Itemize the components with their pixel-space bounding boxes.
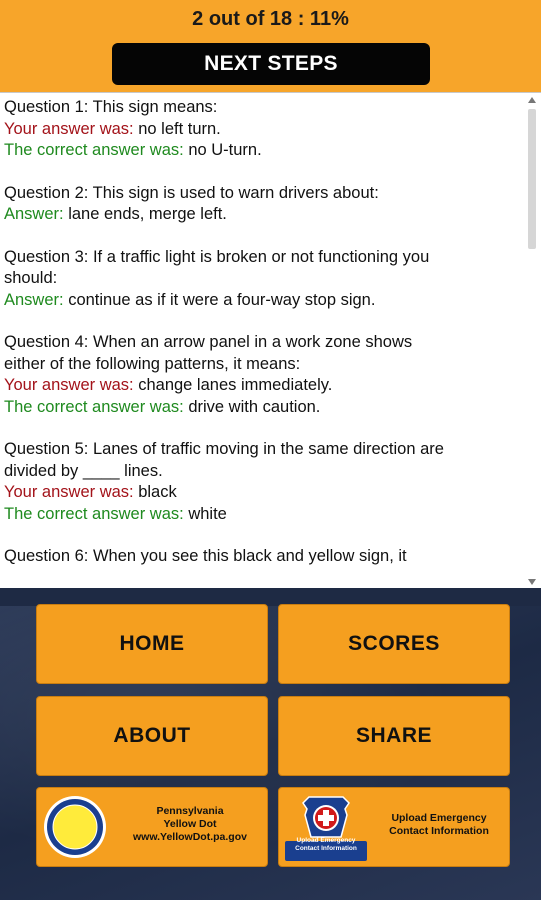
- home-button[interactable]: HOME: [36, 604, 268, 684]
- correct-answer-line: [4, 397, 519, 419]
- yellow-dot-url: www.YellowDot.pa.gov: [133, 831, 247, 843]
- question-text-cont: should:: [4, 269, 58, 287]
- question-text: Question 1: This sign means:: [4, 98, 218, 116]
- correct-answer-label: The correct answer was:: [4, 141, 184, 159]
- upload-line2: Contact Information: [389, 825, 489, 837]
- keystone-cross-icon: [283, 793, 369, 863]
- upload-text: [371, 812, 507, 838]
- question-text: Question 2: This sign is used to warn drivers about:: [4, 183, 379, 202]
- scores-button[interactable]: SCORES: [278, 604, 510, 684]
- upload-line1: Upload Emergency: [391, 812, 487, 824]
- question-item: [4, 439, 519, 525]
- upload-caption-line1: Upload Emergency: [296, 837, 356, 844]
- your-answer-value: change lanes immediately.: [138, 376, 333, 394]
- question-text: Question 3: If a traffic light is broken or not functioning you: [4, 247, 430, 266]
- yellow-dot-line1: Pennsylvania: [156, 805, 224, 817]
- your-answer-label: Your answer was:: [4, 119, 134, 138]
- correct-answer-value: no U-turn.: [188, 141, 262, 159]
- answer-value: continue as if it were a four-way stop sign.: [68, 290, 376, 309]
- your-answer-label: Your answer was:: [4, 483, 134, 501]
- answer-line: [4, 290, 519, 312]
- next-steps-button[interactable]: NEXT STEPS: [112, 43, 430, 85]
- correct-answer-label: The correct answer was:: [4, 397, 184, 416]
- your-answer-value: no left turn.: [138, 119, 221, 138]
- upload-logo-caption: [281, 837, 371, 852]
- yellow-dot-line2: Yellow Dot: [163, 818, 217, 830]
- question-text-cont: either of the following patterns, it means:: [4, 354, 301, 373]
- question-item: [4, 332, 519, 418]
- yellow-dot-text: [115, 805, 265, 844]
- answer-value: lane ends, merge left.: [68, 205, 227, 223]
- answer-line: [4, 204, 519, 226]
- correct-answer-line: [4, 140, 519, 162]
- yellow-dot-logo-icon: [43, 795, 107, 859]
- question-item: [4, 183, 519, 226]
- scroll-down-icon[interactable]: [528, 579, 536, 585]
- correct-answer-value: drive with caution.: [188, 397, 321, 416]
- question-text-cont: divided by ____ lines.: [4, 461, 163, 480]
- share-button[interactable]: SHARE: [278, 696, 510, 776]
- question-item: [4, 546, 519, 568]
- about-button[interactable]: ABOUT: [36, 696, 268, 776]
- yellow-dot-banner[interactable]: [36, 787, 268, 867]
- upload-caption-line2: Contact Information: [295, 844, 357, 852]
- upload-contact-banner[interactable]: [278, 787, 510, 867]
- your-answer-line: [4, 119, 519, 141]
- correct-answer-value: white: [188, 504, 227, 523]
- question-text: Question 6: When you see this black and yellow sign, it: [4, 547, 407, 565]
- question-text: Question 5: Lanes of traffic moving in the same direction are: [4, 440, 444, 458]
- scrollbar-thumb[interactable]: [528, 109, 536, 249]
- correct-answer-label: The correct answer was:: [4, 504, 184, 523]
- your-answer-label: Your answer was:: [4, 376, 134, 394]
- your-answer-value: black: [138, 483, 177, 501]
- your-answer-line: [4, 482, 519, 504]
- question-item: [4, 97, 519, 162]
- score-text: 2 out of 18 : 11%: [192, 8, 349, 30]
- scrollbar[interactable]: [525, 93, 539, 589]
- question-item: [4, 247, 519, 312]
- results-panel[interactable]: [0, 92, 541, 589]
- scroll-up-icon[interactable]: [528, 97, 536, 103]
- answer-label: Answer:: [4, 205, 64, 223]
- answer-label: Answer:: [4, 290, 64, 309]
- header-bar: [0, 0, 541, 92]
- question-text: Question 4: When an arrow panel in a work zone shows: [4, 333, 413, 351]
- results-list: [4, 97, 519, 589]
- correct-answer-line: [4, 504, 519, 526]
- your-answer-line: [4, 375, 519, 397]
